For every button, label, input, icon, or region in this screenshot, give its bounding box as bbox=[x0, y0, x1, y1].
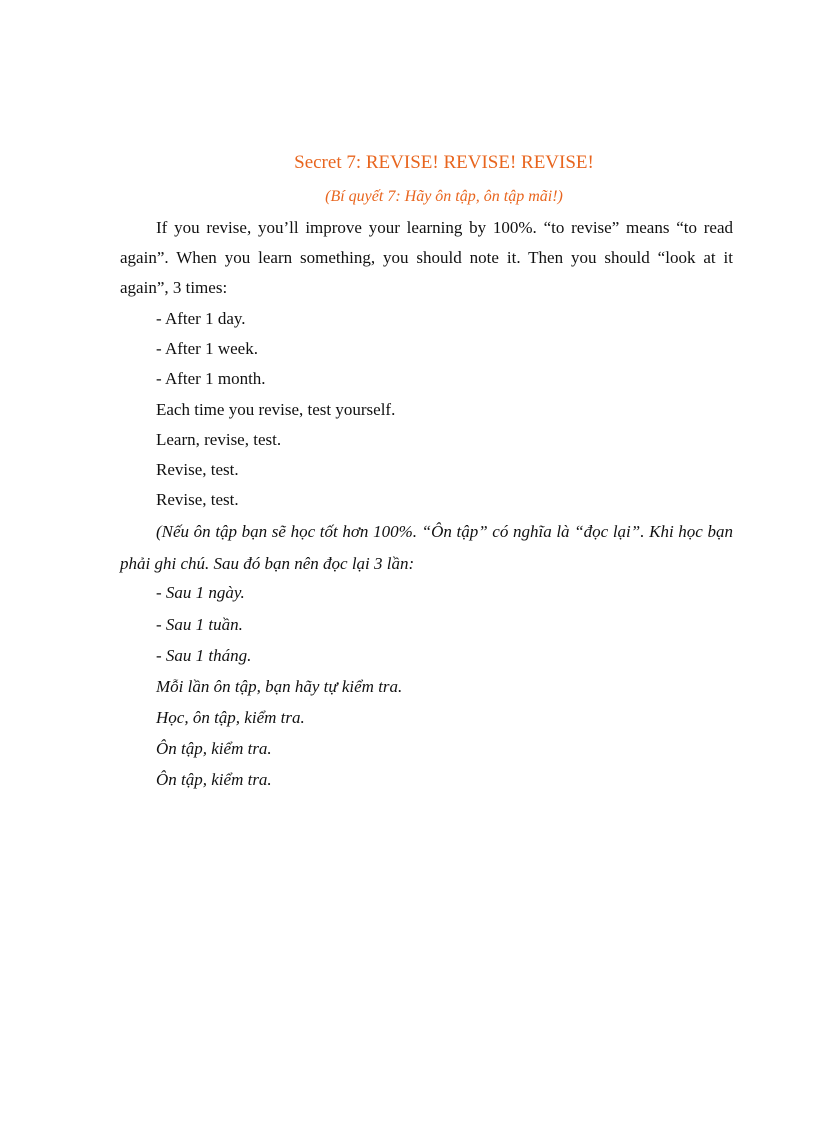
vietnamese-line: - Sau 1 tuần. bbox=[156, 615, 243, 634]
english-line: Revise, test. bbox=[156, 460, 239, 479]
vietnamese-line: Học, ôn tập, kiểm tra. bbox=[156, 708, 305, 727]
vietnamese-line: Mỗi lần ôn tập, bạn hãy tự kiểm tra. bbox=[156, 677, 403, 696]
section-subtitle: (Bí quyết 7: Hãy ôn tập, ôn tập mãi!) bbox=[325, 188, 563, 205]
english-line: - After 1 week. bbox=[156, 339, 258, 358]
vietnamese-line: - Sau 1 tháng. bbox=[156, 646, 252, 665]
english-line: Each time you revise, test yourself. bbox=[156, 400, 396, 419]
english-line: - After 1 month. bbox=[156, 369, 266, 388]
vietnamese-line: Ôn tập, kiểm tra. bbox=[156, 739, 272, 758]
english-intro-text: If you revise, you’ll improve your learning by 100%. “to revise” means “to read again”. When you learn something, you should note it. Then you should “look at it again”, 3 times: bbox=[120, 218, 733, 297]
vietnamese-line: - Sau 1 ngày. bbox=[156, 583, 245, 602]
vietnamese-line: Ôn tập, kiểm tra. bbox=[156, 770, 272, 789]
vietnamese-intro-text: (Nếu ôn tập bạn sẽ học tốt hơn 100%. “Ôn tập” có nghĩa là “đọc lại”. Khi học bạn phải ghi chú. Sau đó bạn nên đọc lại 3 lần: bbox=[120, 522, 733, 573]
vietnamese-intro-paragraph bbox=[120, 516, 733, 580]
section-title: Secret 7: REVISE! REVISE! REVISE! bbox=[294, 152, 594, 173]
english-line: Learn, revise, test. bbox=[156, 430, 282, 449]
english-line: Revise, test. bbox=[156, 490, 239, 509]
english-line: - After 1 day. bbox=[156, 309, 246, 328]
english-intro-paragraph bbox=[120, 213, 733, 303]
